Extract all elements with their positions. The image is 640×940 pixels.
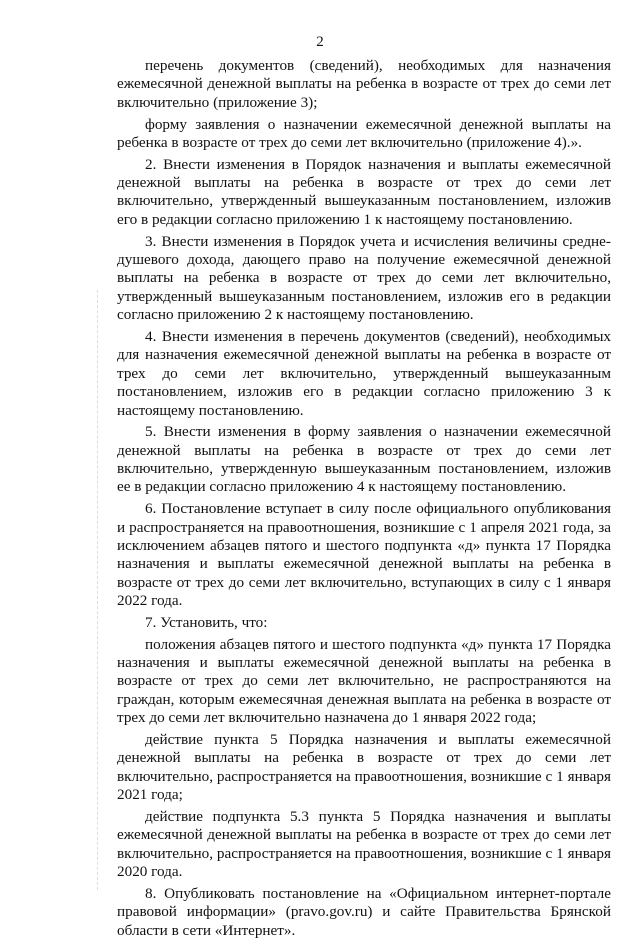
paragraph-item-8: 8. Опубликовать постановление на «Официальном интернет-портале правовой информации» (pravo.gov.ru) и сайте Правительства Брянской области в сети «Интернет». xyxy=(117,884,611,939)
paragraph-item-5: 5. Внести изменения в форму заявления о назначении ежемесячной денежной выплаты на ребенка в возрасте от трех до семи лет включительно, утвержденную вышеуказанным постановлением, изложив ее в редакции согласно приложению 4 к настоящему постановлению. xyxy=(117,423,611,496)
paragraph-documents-list: перечень документов (сведений), необходимых для назначения ежемесячной денежной выплаты на ребенка в возрасте от трех до семи лет включительно (приложение 3); xyxy=(117,57,611,111)
scan-margin-line xyxy=(97,290,99,890)
paragraph-item-7-provision-1: положения абзацев пятого и шестого подпункта «д» пункта 17 Порядка назначения и выплаты ежемесячной денежной выплаты на ребенка в возрасте от трех до семи лет включительно, не распространяются на граждан, которым ежемесячная денежная выплата на ребенка в возрасте от трех до семи лет включительно назначена до 1 января 2022 года; xyxy=(117,635,611,727)
paragraph-item-7-provision-3: действие подпункта 5.3 пункта 5 Порядка назначения и выплаты ежемесячной денежной выплаты на ребенка в возрасте от трех до семи лет включительно, распространяется на правоотношения, возникшие с 1 января 2020 года. xyxy=(117,807,611,881)
page-number: 2 xyxy=(316,34,324,50)
paragraph-item-6: 6. Постановление вступает в силу после официального опубликования и распространяется на правоотношения, возникшие с 1 апреля 2021 года, за исключением абзацев пятого и шестого подпункта «д» пункта 17 Порядка назначения и выплаты ежемесячной денежной выплаты на ребенка в возрасте от трех до семи лет включительно, вступающих в силу с 1 января 2022 года. xyxy=(117,500,611,610)
paragraph-application-form: форму заявления о назначении ежемесячной денежной выплаты на ребенка в возрасте от трех до семи лет включительно (приложение 4).». xyxy=(117,115,611,151)
paragraph-item-3: 3. Внести изменения в Порядок учета и исчисления величины средне-душевого дохода, дающего право на получение ежемесячной денежной выплаты на ребенка в возрасте от трех до семи лет включительно, утвержденный вышеуказанным постановлением, изложив его в редакции согласно приложению 2 к настоящему постановлению. xyxy=(117,232,611,324)
paragraph-item-4: 4. Внести изменения в перечень документов (сведений), необходимых для назначения ежемесячной денежной выплаты на ребенка в возрасте от трех до семи лет включительно, утвержденный вышеуказанным постановлением, изложив его в редакции согласно приложению 3 к настоящему постановлению. xyxy=(117,327,611,419)
paragraph-item-7-provision-2: действие пункта 5 Порядка назначения и выплаты ежемесячной денежной выплаты на ребенка в возрасте от трех до семи лет включительно, распространяется на правоотношения, возникшие с 1 января 2021 года; xyxy=(117,730,611,804)
document-body xyxy=(117,57,611,940)
paragraph-item-2: 2. Внести изменения в Порядок назначения и выплаты ежемесячной денежной выплаты на ребенка в возрасте от трех до семи лет включительно, утвержденный вышеуказанным постановлением, изложив его в редакции согласно приложению 1 к настоящему постановлению. xyxy=(117,155,611,228)
paragraph-item-7: 7. Установить, что: xyxy=(145,613,268,631)
